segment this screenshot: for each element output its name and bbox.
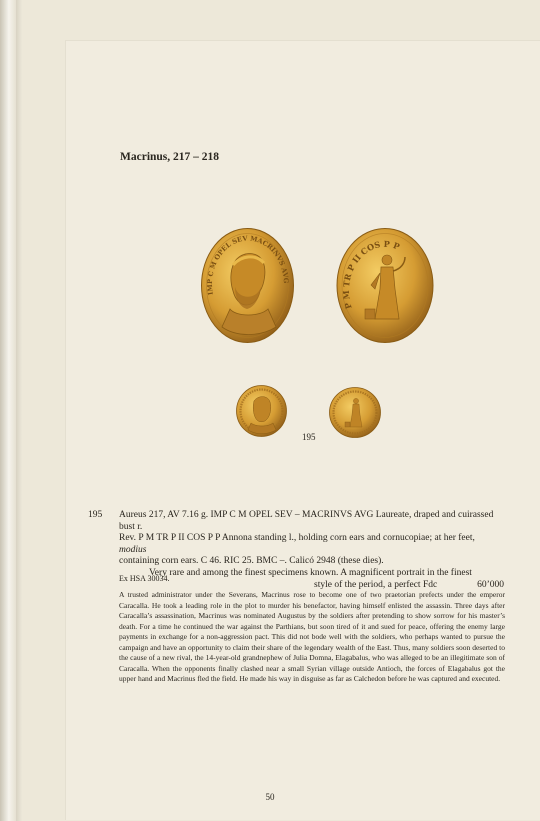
section-heading: Macrinus, 217 – 218 [120, 151, 220, 163]
coin-large-reverse [335, 227, 435, 344]
macrinus-bust-actual-size-icon [236, 385, 287, 437]
provenance: Ex HSA 30034. [119, 574, 170, 583]
annona-standing-actual-size-icon [329, 387, 381, 438]
entry-lot-number: 195 [88, 510, 103, 520]
coin-small-obverse [236, 385, 287, 437]
coin-large-obverse [200, 227, 295, 344]
historical-note: A trusted administrator under the Severans, Macrinus rose to become one of two praetorian prefects under the emperor Caracalla. He took a leading role in the plot to murder his benefactor, having himself enlisted the assassin. Three days after Caracalla’s assassination, Macrinus was nominated Augustus by the soldiers after pretending to show sorrow for his master’s death. For a time he continued the war against the Parthians, but soon tired of it and sued for peace, offering the enemy large payments in exchange for a non-aggression pact. This did not bode well with the soldiers, who perhaps wanted to pursue the campaign and have an opportunity to claim their share of the legendary wealth of the East. Thus, many soldiers soon deserted to the cause of a new rival, the 14-year-old grandnephew of Julia Domna, Elagabalus, who was alleged to be an illegitimate son of Caracalla. When the opponents finally clashed near a small Syrian village outside Antioch, the forces of Elagabalus got the upper hand and Macrinus fled the field. He made his way in disguise as far as Calchedon before he was captured and executed. [119, 590, 505, 683]
svg-text:IMP C M OPEL SEV MACRINVS AVG: IMP C M OPEL SEV MACRINVS AVG [205, 234, 291, 296]
entry-reverse-modius: modius [119, 544, 147, 555]
entry-rating-style: style of the period, a perfect Fdc [314, 579, 438, 590]
entry-line-reverse [119, 533, 504, 556]
plate-lot-number: 195 [302, 432, 316, 442]
entry-description [119, 510, 504, 591]
entry-reverse-text: Rev. P M TR P II COS P P Annona standing l., holding corn ears and cornucopiae; at her feet, [119, 533, 475, 544]
macrinus-bust-obverse-icon [200, 227, 295, 344]
book-spine-edge [0, 0, 16, 821]
entry-line-obverse: Aureus 217, AV 7.16 g. IMP C M OPEL SEV – MACRINVS AVG Laureate, draped and cuirassed bust r. [119, 510, 494, 532]
svg-text:P M TR P II COS P P: P M TR P II COS P P [340, 238, 402, 311]
coin-small-reverse [329, 387, 381, 438]
annona-standing-reverse-icon [335, 227, 435, 344]
entry-rating-line: Very rare and among the finest specimens known. A magnificent portrait in the finest [149, 567, 472, 578]
entry-line-references: containing corn ears. C 46. RIC 25. BMC –. Calicó 2948 (these dies). [119, 556, 384, 567]
page-number: 50 [265, 792, 275, 802]
entry-estimate: 60’000 [477, 579, 504, 590]
